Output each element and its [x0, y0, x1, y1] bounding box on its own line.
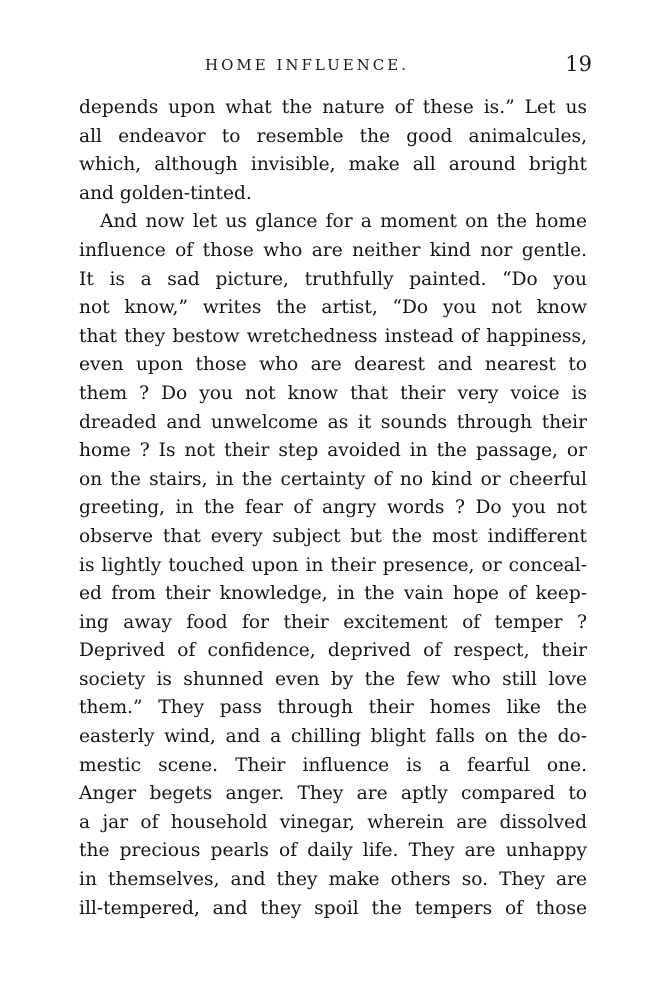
text-line: Deprived of confidence, deprived of respect, their: [79, 640, 587, 662]
text-line: ing away food for their excitement of temper ?: [79, 611, 587, 633]
text-line: easterly wind, and a chilling blight falls on the do-: [79, 726, 587, 748]
text-line: them.” They pass through their homes like the: [79, 697, 587, 719]
running-head: [0, 52, 658, 82]
running-title: HOME INFLUENCE.: [205, 56, 409, 74]
text-line: that they bestow wretchedness instead of happiness,: [79, 325, 587, 347]
text-line: It is a sad picture, truthfully painted. “Do you: [79, 268, 587, 290]
text-line: not know,” writes the artist, “Do you not know: [79, 297, 587, 319]
text-line: society is shunned even by the few who still love: [79, 668, 587, 690]
text-line: dreaded and unwelcome as it sounds through their: [79, 411, 587, 433]
text-line: and golden-tinted.: [79, 182, 252, 204]
text-line: is lightly touched upon in their presence, or conceal-: [79, 554, 587, 576]
text-line: home ? Is not their step avoided in the passage, or: [79, 440, 587, 462]
text-line: the precious pearls of daily life. They are unhappy: [79, 840, 587, 862]
text-line: in themselves, and they make others so. They are: [79, 869, 587, 891]
text-line: observe that every subject but the most indifferent: [79, 525, 587, 547]
text-line: them ? Do you not know that their very voice is: [79, 382, 587, 404]
text-line: mestic scene. Their influence is a fearful one.: [79, 754, 587, 776]
text-line: even upon those who are dearest and nearest to: [79, 354, 587, 376]
text-line: on the stairs, in the certainty of no kind or cheerful: [79, 468, 587, 490]
text-line: Anger begets anger. They are aptly compared to: [79, 783, 587, 805]
text-line: greeting, in the fear of angry words ? Do you not: [79, 497, 587, 519]
body-text: [79, 94, 587, 923]
text-line: all endeavor to resemble the good animalcules,: [79, 125, 587, 147]
text-line: ed from their knowledge, in the vain hope of keep-: [79, 583, 587, 605]
text-line: depends upon what the nature of these is.” Let us: [79, 97, 587, 118]
page-number: 19: [565, 52, 592, 76]
text-line: which, although invisible, make all around bright: [79, 154, 587, 176]
text-line: influence of those who are neither kind nor gentle.: [79, 239, 587, 261]
text-line: And now let us glance for a moment on the home: [100, 211, 587, 233]
text-line: a jar of household vinegar, wherein are dissolved: [79, 811, 587, 833]
text-line: ill-tempered, and they spoil the tempers of those: [79, 897, 587, 919]
